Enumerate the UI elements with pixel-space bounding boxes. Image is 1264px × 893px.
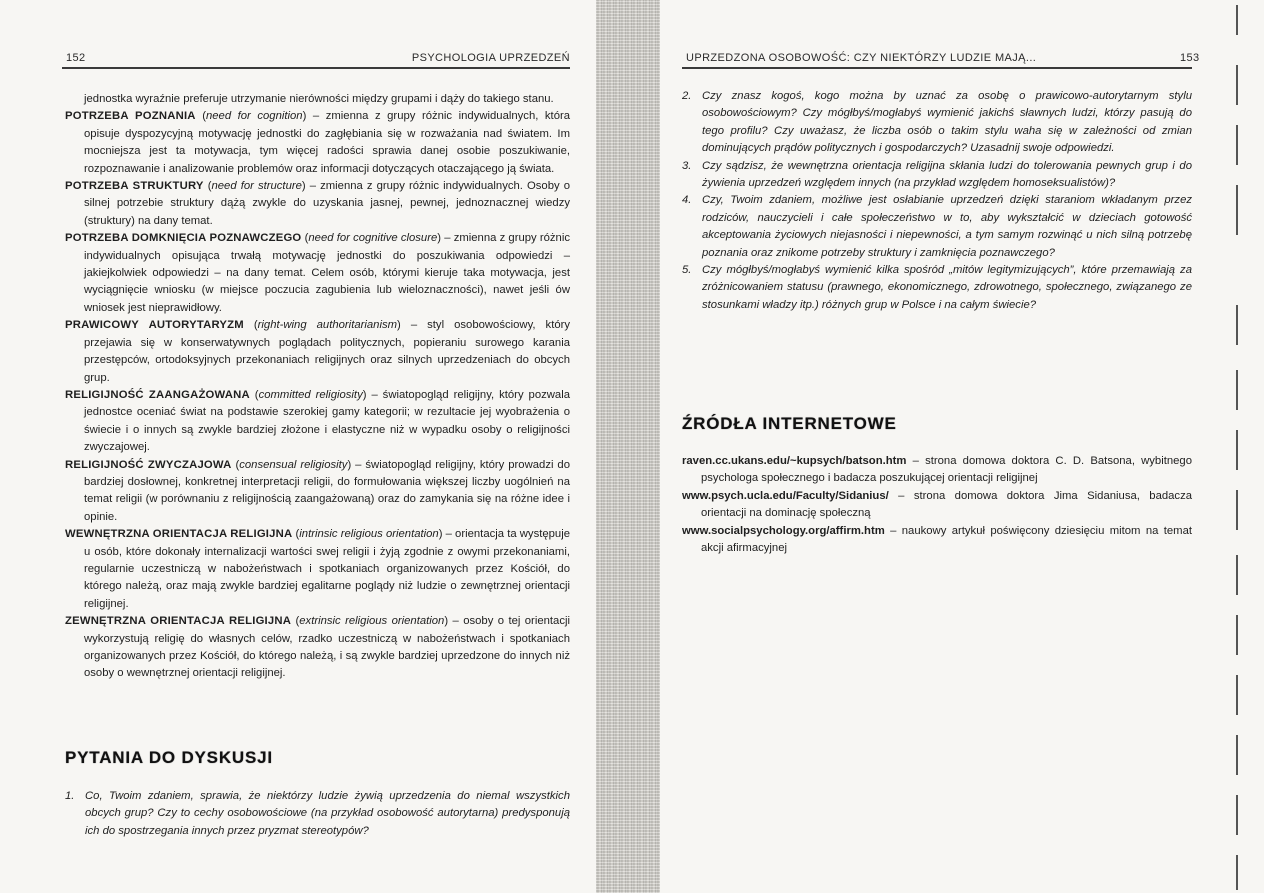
discussion-questions [682,88,1192,314]
glossary-definition: – światopogląd religijny, który pozwala jednostce oceniać świat na podstawie szerokiej gamy kategorii; w rezultacie jej wyobrażenia o świecie i o innych są zwykle bardziej złożone i elastyczne niż w wypadku osoby o religijności zwyczajowej. [84,388,570,454]
internet-sources [682,453,1192,557]
header-rule [62,67,570,69]
question-item [65,788,570,840]
glossary-term: ZEWNĘTRZNA ORIENTACJA RELIGIJNA [65,615,292,628]
glossary-term: RELIGIJNOŚĆ ZAANGAŻOWANA [65,388,250,401]
glossary-term: POTRZEBA DOMKNIĘCIA POZNAWCZEGO [65,232,302,245]
header-rule [682,67,1192,69]
glossary-entry: POTRZEBA STRUKTURY (need for structure) – zmienna z grupy różnic indywidualnych. Osoby o silnej potrzebie struktury dążą zwykle do uzyskania jasnej, pewnej, jednoznacznej wiedzy (struktury) na dany temat. [65,180,570,227]
glossary-english: need for cognitive closure [308,232,438,245]
left-page [0,0,600,893]
source-entry [682,488,1192,523]
glossary [65,91,570,683]
glossary-english: need for structure [211,180,302,193]
question-item [682,192,1192,262]
question-text: Co, Twoim zdaniem, sprawia, że niektórzy ludzie żywią uprzedzenia do niemal wszystkich obcych grup? Czy to cechy osobowościowe (na przykład osobowość autorytarna) predysponują ich do spostrzegania innych przez pryzmat stereotypów? [85,790,570,837]
question-number: 2. [682,90,692,102]
question-text: Czy mógłbyś/mogłabyś wymienić kilka spośród „mitów legitymizujących”, które przemawiają za zróżnicowaniem statusu (prawnego, ekonomicznego, zdrowotnego, społecznego, związanego ze stosunkami władzy itp.) różnych grup w Polsce i na całym świecie? [702,264,1192,311]
glossary-definition: – zmienna z grupy różnic indywidualnych opisująca trwałą motywację jednostki do poszukiwania odpowiedzi – jakiejkolwiek odpowiedzi – na dany temat. Celem osób, którymi kieruje taka motywacja, jest wyciągnięcie wniosku (w miejsce poczucia zagubienia lub wieloznaczności), nawet jeśli ów wniosek jest nieprawidłowy. [84,232,570,314]
glossary-definition: – osoby o tej orientacji wykorzystują religię do własnych celów, rzadko uczestniczą w nabożeństwach i spotkaniach organizowanych przez Kościół, do którego należą, i są zwykle bardziej uprzedzone do innych niż osoby o wewnętrznej orientacji religijnej. [84,615,570,680]
discussion-questions [65,788,570,840]
glossary-term: RELIGIJNOŚĆ ZWYCZAJOWA [65,458,232,471]
glossary-entry: RELIGIJNOŚĆ ZWYCZAJOWA (consensual religiosity) – światopogląd religijny, który prowadzi do bardziej dosłownej, konkretnej interpretacji religii, do formułowania większej liczby uogólnień na temat religii (w porównaniu z religijnością zaangażowaną) oraz do zamykania się na różne idee i opinie. [65,458,570,523]
question-item [682,262,1192,314]
source-description: – naukowy artykuł poświęcony dziesięciu mitom na temat akcji afirmacyjnej [701,524,1193,555]
section-title-internet-sources: ŹRÓDŁA INTERNETOWE [682,414,897,433]
question-number: 1. [65,790,75,802]
glossary-definition: – światopogląd religijny, który prowadzi do bardziej dosłownej, konkretnej interpretacji religii, do formułowania większej liczby uogólnień na temat religii (w porównaniu z religijnością zaangażowaną) oraz do zamykania się na różne idee i opinie. [84,458,570,523]
running-title: PSYCHOLOGIA UPRZEDZEŃ [411,52,570,64]
question-number: 4. [682,194,692,207]
source-url[interactable]: raven.cc.ukans.edu/~kupsych/batson.htm [682,455,907,467]
question-text: Czy znasz kogoś, kogo można by uznać za osobę o prawicowo-autorytarnym stylu osobowościowym? Czy mógłbyś/mogłabyś wymienić jakichś sławnych ludzi, którzy pasują do tego profilu? Czy uważasz, że liczba osób o takim stylu waha się w zależności od zmian dominujących prądów politycznych i gospodarczych? Uzasadnij swoje odpowiedzi. [702,90,1192,155]
page-number: 153 [1180,52,1200,64]
glossary-english: right-wing authoritarianism [257,319,398,332]
glossary-entry: POTRZEBA POZNANIA (need for cognition) – zmienna z grupy różnic indywidualnych, która opisuje dyspozycyjną motywację jednostki do zagłębiania się w rozważania nad światem. Im mocniejsza jest ta motywacja, tym więcej radości sprawia danej osobie poszukiwanie, rozpoznawanie i analizowanie problemów oraz informacji dotyczących otaczającego ją świata. [65,110,571,175]
source-entry [682,453,1192,488]
source-url[interactable]: www.socialpsychology.org/affirm.htm [682,524,885,537]
glossary-definition: – zmienna z grupy różnic indywidualnych, która opisuje dyspozycyjną motywację jednostki do zagłębiania się w rozważania nad światem. Im mocniejsza jest ta motywacja, tym więcej radości sprawia danej osobie poszukiwanie, rozpoznawanie i analizowanie problemów oraz informacji dotyczących otaczającego ją świata. [84,110,571,175]
running-title: UPRZEDZONA OSOBOWOŚĆ: CZY NIEKTÓRZY LUDZIE MAJĄ... [686,52,1037,64]
page-number: 152 [66,52,86,64]
glossary-term: POTRZEBA POZNANIA [65,110,196,123]
right-page [660,0,1264,893]
glossary-definition: – orientacja ta występuje u osób, które dokonały internalizacji wartości swej religii i żyją zgodnie z owymi przekonaniami, regularnie uczestniczą w nabożeństwach i spotkaniach organizowanych przez Kościół, do którego należą, oraz mają zwykle bardziej egalitarne poglądy niż ludzie o zewnętrznej orientacji religijnej. [84,528,570,610]
source-entry [682,523,1192,558]
glossary-english: need for cognition [205,110,303,123]
glossary-term: WEWNĘTRZNA ORIENTACJA RELIGIJNA [65,528,293,541]
glossary-term: PRAWICOWY AUTORYTARYZM [65,319,244,332]
question-item [682,88,1192,158]
glossary-english: committed religiosity [258,388,363,401]
source-description: – strona domowa doktora Jima Sidaniusa, badacza orientacji na dominację społeczną [701,489,1193,520]
glossary-entry: POTRZEBA DOMKNIĘCIA POZNAWCZEGO (need for cognitive closure) – zmienna z grupy różnic indywidualnych opisująca trwałą motywację jednostki do poszukiwania odpowiedzi – jakiejkolwiek odpowiedzi – na dany temat. Celem osób, którymi kieruje taka motywacja, jest wyciągnięcie wniosku (w miejsce poczucia zagubienia lub wieloznaczności), nawet jeśli ów wniosek jest nieprawidłowy. [65,232,570,314]
glossary-definition: – zmienna z grupy różnic indywidualnych. Osoby o silnej potrzebie struktury dążą zwykle do uzyskania jasnej, pewnej, jednoznacznej wiedzy (struktury) na dany temat. [84,180,570,227]
section-title-discussion: PYTANIA DO DYSKUSJI [65,748,273,767]
glossary-entry: PRAWICOWY AUTORYTARYZM (right-wing authoritarianism) – styl osobowościowy, który przejawia się w konserwatywnych poglądach politycznych, popieraniu surowego karania przestępców, ortodoksyjnych przekonaniach religijnych oraz silnych uprzedzeniach do obcych grup. [65,319,571,384]
glossary-entry: ZEWNĘTRZNA ORIENTACJA RELIGIJNA (extrinsic religious orientation) – osoby o tej orientacji wykorzystują religię do własnych celów, rzadko uczestniczą w nabożeństwach i spotkaniach organizowanych przez Kościół, do którego należą, i są zwykle bardziej uprzedzone do innych niż osoby o wewnętrznej orientacji religijnej. [65,615,570,680]
glossary-term: POTRZEBA STRUKTURY [65,180,204,193]
glossary-definition: – styl osobowościowy, który przejawia się w konserwatywnych poglądach politycznych, popieraniu surowego karania przestępców, ortodoksyjnych przekonaniach religijnych oraz silnych uprzedzeniach do obcych grup. [84,319,571,384]
glossary-english: consensual religiosity [239,458,348,471]
question-number: 3. [682,159,692,172]
question-text: Czy sądzisz, że wewnętrzna orientacja religijna skłania ludzi do tolerowania pewnych grup i do żywienia uprzedzeń względem innych (na przykład względem homoseksualistów)? [702,159,1192,190]
glossary-english: intrinsic religious orientation [299,528,439,541]
source-url[interactable]: www.psych.ucla.edu/Faculty/Sidanius/ [682,489,889,502]
glossary-entry: RELIGIJNOŚĆ ZAANGAŻOWANA (committed religiosity) – światopogląd religijny, który pozwala jednostce oceniać świat na podstawie szerokiej gamy kategorii; w rezultacie jej wyobrażenia o świecie i o innych są zwykle bardziej złożone i elastyczne niż w wypadku osoby o religijności zwyczajowej. [65,388,570,454]
question-text: Czy, Twoim zdaniem, możliwe jest osłabianie uprzedzeń dzięki staraniom wkładanym przez rodziców, nauczycieli i całe społeczeństwo w to, aby wykształcić w dzieciach gotowość akceptowania życiowych niejasności i niepewności, a tym samym rozwinąć u nich silną potrzebę poznania oraz znikome potrzeby struktury i zamknięcia poznawczego? [702,194,1192,259]
book-gutter [596,0,660,893]
source-description: – strona domowa doktora C. D. Batsona, wybitnego psychologa społecznego i badacza poszukującej orientacji religijnej [701,455,1192,485]
glossary-continuation: jednostka wyraźnie preferuje utrzymanie nierówności między grupami i dąży do takiego stanu. [84,93,554,105]
scan-edge-marks [1232,0,1252,893]
glossary-english: extrinsic religious orientation [299,615,445,628]
question-number: 5. [682,264,692,277]
glossary-entry: WEWNĘTRZNA ORIENTACJA RELIGIJNA (intrinsic religious orientation) – orientacja ta występuje u osób, które dokonały internalizacji wartości swej religii i żyją zgodnie z owymi przekonaniami, regularnie uczestniczą w nabożeństwach i spotkaniach organizowanych przez Kościół, do którego należą, oraz mają zwykle bardziej egalitarne poglądy niż ludzie o zewnętrznej orientacji religijnej. [65,528,570,610]
question-item [682,158,1192,193]
